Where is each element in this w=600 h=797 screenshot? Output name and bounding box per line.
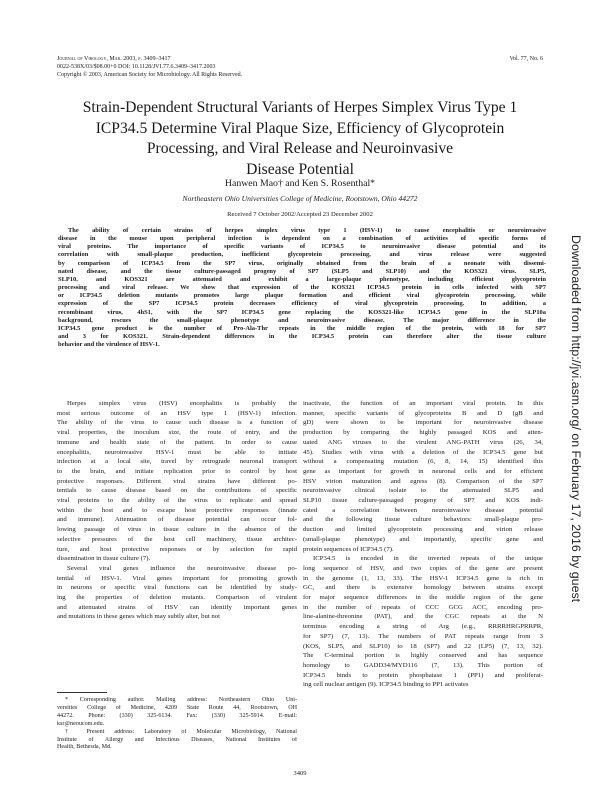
footnote-line: 44272. Phone: (330) 325-6134. Fax: (330) 325-5914. E-mail:	[57, 712, 297, 719]
abstract-line: disease in the mouse upon peripheral infection is dependent on a combination of activities of specific forms of	[58, 235, 546, 243]
body-text-line: protein sequences of ICP34.5 (7).	[303, 545, 394, 553]
body-text-line: duction and limited glycoprotein processing and virion release	[303, 526, 543, 534]
abstract-line: recombinant virus, 4hS1, with the SP7 ICP34.5 gene replacing the KOS321-like ICP34.5 gene in the SLP10a	[58, 308, 546, 316]
abstract-line: and 3 for KOS321. Strain-dependent differences in the ICP34.5 protein can therefore alter the tissue culture	[58, 333, 546, 341]
body-text-line: infection at a local site, travel by retrograde neuronal transport	[57, 458, 297, 466]
title-line: Disease Potential	[246, 160, 354, 178]
abstract-line: expression of the SP7 ICP34.5 protein decreases efficiency of viral glycoprotein processing. In addition, a	[58, 300, 546, 308]
body-text-line: (KOS, SLP5, and SLP10) to 18 (SP7) and 22 (LP5) (7, 13, 32).	[303, 642, 543, 650]
body-text-line: HSV virion maturation and egress (8). Comparison of the SP7	[303, 477, 543, 485]
download-watermark: Downloaded from http://jvi.asm.org/ on February 17, 2016 by guest	[569, 235, 583, 603]
footnote-line: Institute of Allergy and Infectious Diseases, National Institutes of	[57, 736, 297, 743]
footnote-line: * Corresponding author. Mailing address: Northeastern Ohio Uni-	[65, 697, 297, 703]
title-line: ICP34.5 Determine Viral Plaque Size, Efficiency of Glycoprotein	[95, 119, 505, 137]
affiliation: Northeastern Ohio Universities College of Medicine, Rootstown, Ohio 44272	[182, 194, 418, 203]
footnote-line: Health, Bethesda, Md.	[57, 744, 112, 751]
body-text-line: for SP7) (7, 13). The numbers of PAT repeats range from 3	[303, 632, 543, 640]
body-text-line: immune and health state of the patient. In order to cause	[57, 438, 297, 446]
body-text-line: cated a correlation between neuroinvasive disease potential	[303, 506, 543, 514]
body-text-line: 45). Studies with virus with a deletion of the ICP34.5 gene but	[303, 448, 543, 456]
body-text-line: and immune). Attenuation of disease potential can occur fol-	[57, 516, 297, 524]
body-text-line: protective responses. Different viral strains have different po-	[57, 477, 297, 485]
body-text-line: ICP34.5 binds to protein phosphatase 1 (PP1) and proliferat-	[303, 671, 543, 679]
body-text-line: in neurons or specific viral functions can be identified by study-	[57, 584, 297, 592]
journal-citation-line: Journal of Virology, Mar. 2003, p. 3409–3417	[57, 56, 171, 62]
body-text-line: and mutations in these genes which may subtly alter, but not	[57, 613, 221, 621]
abstract-line: or ICP34.5 deletion mutants promotes large plaque formation and efficient viral glycoprotein processing, while	[58, 292, 546, 300]
body-text-line: selective pressures of the host cell machinery, tissue architec-	[57, 535, 297, 543]
body-text-line: ing cell nuclear antigen (9). ICP34.5 binding to PP1 activates	[303, 681, 469, 689]
title-line: Processing, and Viral Release and Neuroinvasive	[146, 140, 454, 157]
body-text-line: within the host and to escape host protective responses (innate	[57, 506, 297, 514]
body-text-line: neuroinvasive clinical isolate to the attenuated SLP5 and	[303, 487, 543, 495]
copyright-line: Copyright © 2003, American Society for Microbiology. All Rights Reserved.	[57, 72, 243, 79]
body-text-line: dissemination in tissue culture (7).	[57, 555, 151, 563]
abstract-line: background, rescues the small-plaque phenotype and neuroinvasive disease. The major difference in the	[58, 316, 546, 324]
body-text-line: Several viral genes influence the neuroinvasive disease po-	[67, 564, 297, 572]
abstract	[58, 227, 546, 349]
body-column-left	[57, 399, 297, 622]
body-text-line: The C-terminal portion is highly conserved and has sequence	[303, 652, 543, 660]
body-text-line: viral proteins to the ability of the virus to replicate and spread	[57, 497, 297, 505]
body-text-line: manner, specific variants of glycoproteins B and D (gB and	[303, 409, 543, 417]
body-text-line: GC, and there is extensive homology between strains except	[303, 584, 543, 592]
body-text-line: and the following tissue culture behaviors: small-plaque pro-	[303, 516, 543, 524]
issn-doi-line: 0022-538X/03/$08.00+0 DOI: 10.1128/JVI.77.6.3409–3417.2003	[57, 64, 216, 71]
footnote-line: † Present address: Laboratory of Molecular Microbiology, National	[65, 728, 297, 735]
body-text-line: most serious outcome of an HSV type 1 (HSV-1) infection.	[57, 409, 297, 417]
volume-label: Vol. 77, No. 6	[509, 56, 543, 62]
body-text-line: viral properties, the inoculum size, the route of entry, and the	[57, 429, 297, 437]
body-text-line: and attenuated strains of HSV can identify important genes	[57, 603, 297, 611]
body-column-right	[303, 399, 543, 690]
body-text-line: ICP34.5 is encoded in the inverted repeats of the unique	[313, 555, 543, 563]
body-text-line: inactivate, the function of an important viral protein. In this	[303, 400, 543, 407]
abstract-line: The ability of certain strains of herpes simplex virus type 1 (HSV-1) to cause encephalitis or neuroinvasive	[68, 227, 546, 234]
body-text-line: line-alanine-threonine (PAT), and the CGC repeats at the N	[303, 613, 543, 621]
author-list: Hanwen Mao† and Ken S. Rosenthal*	[224, 178, 376, 189]
body-text-line: in the number of repeats of CCC GCG ACC, encoding pro-	[303, 603, 543, 611]
footnote-line: ksr@neoucom.edu.	[57, 720, 105, 727]
body-text-line: homology to GADD34/MYD116 (7, 13). This portion of	[303, 661, 543, 669]
abstract-line: nated disease, and the tissue culture-passaged progeny of SP7 (SLP5 and SLP10) and the KOS321 virus. SLP5,	[58, 267, 546, 275]
body-text-line: SLP10 tissue culture-passaged progeny of SP7 and KOS indi-	[303, 497, 543, 505]
body-text-line: gene as important for growth in neuronal cells and for efficient	[303, 467, 543, 475]
body-text-line: encephalitis, neuroinvasive HSV-1 must be able to initiate	[57, 448, 297, 456]
footnotes	[57, 697, 297, 752]
body-text-line: to the brain, and initiate replication prior to control by host	[57, 467, 297, 475]
body-text-line: for major sequence differences in the middle region of the gene	[303, 594, 543, 602]
body-text-line: terminus encoding a string of Arg (e.g., RRRRHRGPRRPR,	[303, 623, 543, 631]
footnote-divider	[57, 692, 107, 693]
title-line: Strain-Dependent Structural Variants of Herpes Simplex Virus Type 1	[82, 99, 518, 116]
body-text-line: tentials to cause disease based on the contributions of specific	[57, 487, 297, 495]
body-text-line: (small-plaque phenotype) and importantly, specific gene and	[303, 535, 543, 543]
body-text-line: uated ANG viruses to the virulent ANG-PATH virus (26, 34,	[303, 438, 543, 446]
body-text-line: in the genome (1, 13, 33). The HSV-1 ICP34.5 gene is rich in	[303, 574, 543, 582]
body-text-line: production by comparing the highly passaged KOS and atten-	[303, 429, 543, 437]
body-text-line: without a compensating mutation (6, 8, 14, 15) identified this	[303, 458, 543, 466]
received-dates: Received 7 October 2002/Accepted 23 December 2002	[227, 211, 373, 218]
body-text-line: ing the properties of deletion mutants. Comparison of virulent	[57, 594, 297, 602]
body-text-line: tential of HSV-1. Viral genes important for promoting growth	[57, 574, 297, 582]
abstract-line: behavior and the virulence of HSV-1.	[58, 341, 160, 349]
journal-header	[57, 55, 387, 80]
body-text-line: lowing passage of virus in tissue culture in the absence of the	[57, 526, 297, 534]
body-text-line: The ability of the virus to cause such disease is a function of	[57, 419, 297, 427]
abstract-line: viral proteins. The importance of specific variants of ICP34.5 to neuroinvasive disease potential and its	[58, 243, 546, 251]
abstract-line: processing and viral release. We show that expression of the KOS321 ICP34.5 protein in cells infected with SP7	[58, 284, 546, 292]
abstract-line: correlation with small-plaque production, inefficient glycoprotein processing, and virus release were suggested	[58, 251, 546, 259]
footnote-line: versities College of Medicine, 4209 State Route 44, Rootstown, OH	[57, 704, 297, 711]
abstract-line: SLP10, and KOS321 are attenuated and exhibit a large-plaque phenotype, including efficient glycoprotein	[58, 275, 546, 283]
body-text-line: gD) were shown to be important for neuroinvasive disease	[303, 419, 543, 427]
body-text-line: Herpes simplex virus (HSV) encephalitis is probably the	[67, 400, 297, 407]
body-text-line: long sequence of HSV, and two copies of the gene are present	[303, 564, 543, 572]
page-number: 3409	[293, 770, 307, 777]
article-title	[40, 98, 560, 180]
body-text-line: ture, and host protective responses or by selection for rapid	[57, 545, 297, 553]
abstract-line: ICP34.5 gene product is the number of Pro-Ala-Thr repeats in the middle region of the protein, with 18 for SP7	[58, 324, 546, 332]
abstract-line: by comparison of ICP34.5 from the SP7 virus, originally obtained from the brain of a neonate with dissemi-	[58, 259, 546, 267]
